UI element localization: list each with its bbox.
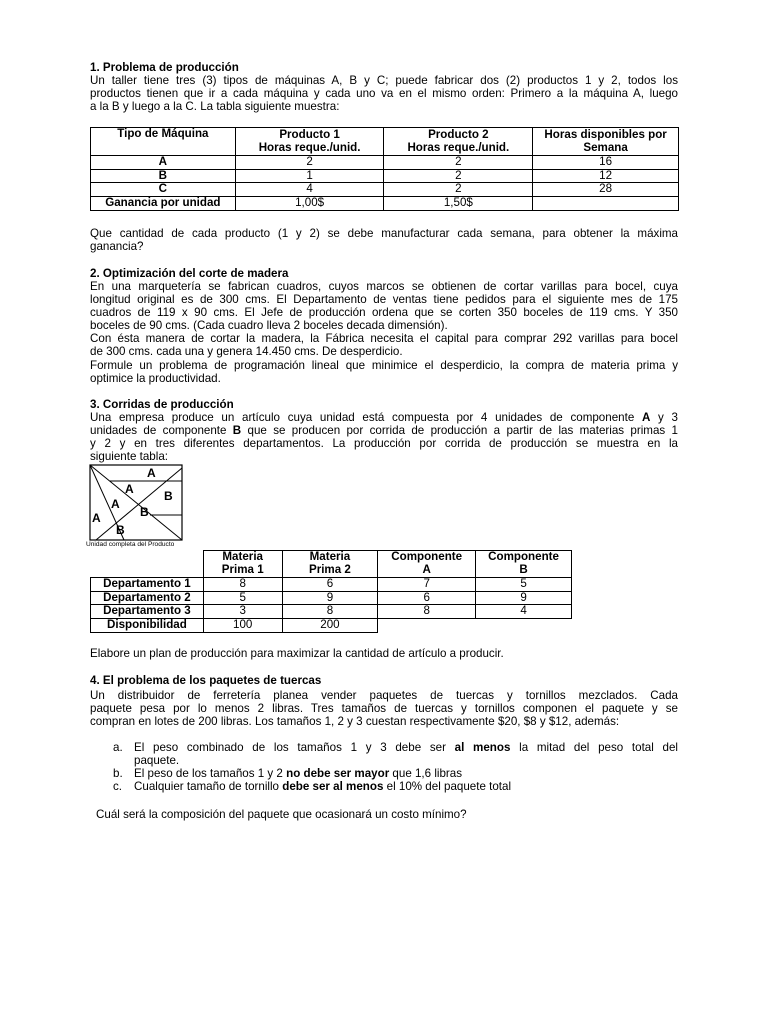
header-cell: Horas disponibles por Semana [533,128,679,156]
table-cell: 9 [282,591,378,605]
problem-3-line-2: unidades de componente B que se producen por corrida de producción a partir de las materias primas 1 [90,424,678,437]
table-cell: 100 [203,619,282,633]
list-item-text: Cualquier tamaño de tornillo debe ser al menos el 10% del paquete total [134,780,512,793]
table-cell [533,196,679,210]
table-cell: A [91,156,236,170]
table-row [91,619,572,633]
table-row [91,605,572,619]
problem-1-title: 1. Problema de producción [90,61,239,74]
table-cell: 2 [384,183,533,197]
problem-2-line-5: Con ésta manera de cortar la madera, la Fábrica necesita el capital para comprar 292 varillas para bocel [90,332,678,345]
table-cell: 1,00$ [235,196,384,210]
table-cell: 16 [533,156,679,170]
label-b-bottom: B [116,523,125,537]
table-cell: C [91,183,236,197]
production-run-table [90,550,572,633]
problem-3-question: Elabore un plan de producción para maximizar la cantidad de artículo a producir. [90,647,504,660]
table-cell: 7 [378,578,476,592]
list-item-text: El peso de los tamaños 1 y 2 no debe ser mayor que 1,6 libras [134,767,463,780]
problem-2-line-8: optimice la productividad. [90,372,221,385]
list-item-text: El peso combinado de los tamaños 1 y 3 debe ser al menos la mitad del peso total del [134,741,679,754]
problem-1-question-1: Que cantidad de cada producto (1 y 2) se debe manufacturar cada semana, para obtener la máxima [90,227,678,240]
problem-1-question-2: ganancia? [90,240,144,253]
table-header-row [91,551,572,578]
problem-1-line-1: Un taller tiene tres (3) tipos de máquinas A, B y C; puede fabricar dos (2) productos 1 y 2, todos los [90,74,678,87]
list-marker: b. [113,767,123,780]
problem-2-line-6: de 300 cms. cada una y genera 14.450 cms. De desperdicio. [90,345,403,358]
table-cell: 2 [235,156,384,170]
table-cell: 6 [378,591,476,605]
table-cell: 5 [476,578,572,592]
problem-2-title: 2. Optimización del corte de madera [90,267,289,280]
table-cell: 12 [533,169,679,183]
table-cell: Departamento 2 [91,591,204,605]
problem-1-line-3: a la B y luego a la C. La tabla siguiente muestra: [90,100,340,113]
table-cell: Ganancia por unidad [91,196,236,210]
label-a-left: A [92,511,101,525]
table-cell: Departamento 1 [91,578,204,592]
label-b-center: B [140,505,149,519]
table-cell: 5 [203,591,282,605]
table-cell: 2 [384,156,533,170]
problem-4-question: Cuál será la composición del paquete que ocasionará un costo mínimo? [96,808,467,821]
table-row [91,196,679,210]
problem-1-line-2: productos tienen que ir a cada máquina y cada uno va en el mismo orden: Primero a la máquina A, luego [90,87,678,100]
label-b-right: B [164,489,173,503]
problem-4-line-3: compran en lotes de 200 libras. Los tamaños 1, 2 y 3 cuestan respectivamente $20, $8 y $12, además: [90,715,620,728]
problem-3-line-4: siguiente tabla: [90,450,168,463]
empty-cell [378,619,476,633]
table-cell: 28 [533,183,679,197]
table-cell: 1,50$ [384,196,533,210]
table-cell: 4 [476,605,572,619]
problem-4-line-1: Un distribuidor de ferretería planea vender paquetes de tuercas y tornillos mezclados. Cada [90,689,678,702]
problem-2-line-7: Formule un problema de programación lineal que minimice el desperdicio, la compra de materia prima y [90,359,678,372]
header-cell: Producto 1 Horas reque./unid. [235,128,384,156]
empty-corner-cell [91,551,204,578]
header-cell: Componente A [378,551,476,578]
table-cell: 2 [384,169,533,183]
header-cell: Tipo de Máquina [91,128,236,156]
machine-hours-table [90,127,679,211]
label-a-upper: A [125,482,134,496]
header-cell: Materia Prima 1 [203,551,282,578]
problem-3-title: 3. Corridas de producción [90,398,234,411]
table-cell: 8 [282,605,378,619]
problem-3-line-1: Una empresa produce un artículo cuya unidad está compuesta por 4 unidades de componente A y 3 [90,411,678,424]
table-cell: 8 [378,605,476,619]
table-cell: 1 [235,169,384,183]
header-cell: Materia Prima 2 [282,551,378,578]
table-row [91,183,679,197]
table-cell: 3 [203,605,282,619]
header-cell: Producto 2 Horas reque./unid. [384,128,533,156]
empty-cell [476,619,572,633]
table-row [91,156,679,170]
problem-3-line-3: y 2 y en tres diferentes departamentos. La producción por corrida de producción se muestra en la [90,437,678,450]
table-cell: B [91,169,236,183]
list-marker: c. [113,780,123,793]
header-cell: Componente B [476,551,572,578]
diagram-caption: Unidad completa del Producto [86,541,175,548]
problem-2-line-2: longitud original es de 300 cms. El Departamento de ventas tiene pedidos para el siguiente mes de 175 [90,293,678,306]
table-cell: Departamento 3 [91,605,204,619]
list-marker: a. [113,741,123,754]
table-cell: 4 [235,183,384,197]
table-row [91,169,679,183]
label-a-middle: A [111,497,120,511]
table-cell: 9 [476,591,572,605]
problem-4-title: 4. El problema de los paquetes de tuercas [90,674,322,687]
table-row [91,578,572,592]
table-cell: Disponibilidad [91,619,204,633]
table-cell: 200 [282,619,378,633]
table-row [91,591,572,605]
problem-4-line-2: paquete pesa por lo menos 2 libras. Tres tamaños de tuercas y tornillos componen el paquete y se [90,702,678,715]
label-a-top: A [147,466,156,480]
table-cell: 6 [282,578,378,592]
table-header-row [91,128,679,156]
problem-2-line-1: En una marquetería se fabrican cuadros, cuyos marcos se obtienen de cortar varillas para bocel, cuya [90,280,678,293]
list-item-continuation: paquete. [134,754,180,767]
table-cell: 8 [203,578,282,592]
product-unit-diagram [88,463,184,545]
problem-2-line-3: cuadros de 119 x 90 cms. El Jefe de producción ordena que se corten 350 boceles de 119 cms. Y 350 [90,306,678,319]
problem-2-line-4: boceles de 90 cms. (Cada cuadro lleva 2 boceles decada dimensión). [90,319,448,332]
